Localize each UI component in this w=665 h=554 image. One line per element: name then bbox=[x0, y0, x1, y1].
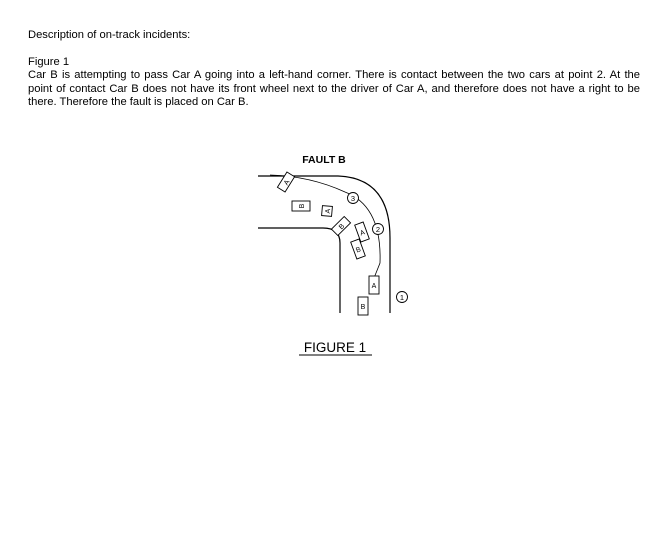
figure-description: Car B is attempting to pass Car A going into a left-hand corner. There is contact between the two cars at point 2. At the point of contact Car B does not have its front wheel next to the driver of Car A, and therefore does not have a right to be there. Therefore the fault is placed on Car B. bbox=[28, 69, 640, 108]
car-a-label: A bbox=[324, 208, 333, 214]
point-label-3: 3 bbox=[350, 194, 356, 203]
point-marker-3 bbox=[348, 193, 359, 204]
car-a-position-1 bbox=[277, 172, 295, 192]
point-label-1: 1 bbox=[399, 293, 405, 302]
incident-diagram bbox=[250, 148, 420, 363]
car-b-label: B bbox=[360, 304, 366, 311]
point-label-2: 2 bbox=[375, 225, 381, 234]
diagram-caption: FIGURE 1 bbox=[303, 340, 367, 355]
diagram-title: FAULT B bbox=[302, 154, 346, 166]
figure-label: Figure 1 bbox=[28, 55, 70, 68]
car-b-label: B bbox=[299, 203, 306, 209]
point-marker-1 bbox=[397, 292, 408, 303]
car-a-position-3 bbox=[355, 222, 370, 242]
page-heading: Description of on-track incidents: bbox=[28, 29, 191, 41]
car-b-position-2 bbox=[331, 216, 350, 235]
car-b-position-4 bbox=[358, 297, 368, 315]
car-a-position-4 bbox=[369, 276, 379, 294]
track-inner-edge bbox=[258, 228, 340, 313]
car-a-label: A bbox=[283, 178, 292, 187]
car-b-position-1 bbox=[292, 201, 310, 211]
car-b-label: B bbox=[337, 222, 347, 232]
document-body bbox=[28, 29, 640, 110]
point-marker-2 bbox=[373, 224, 384, 235]
car-b-position-3 bbox=[351, 239, 366, 259]
car-a-label: A bbox=[371, 283, 377, 290]
car-a-label: A bbox=[359, 229, 366, 238]
car-b-label: B bbox=[355, 246, 362, 255]
car-a-position-2 bbox=[322, 206, 333, 217]
